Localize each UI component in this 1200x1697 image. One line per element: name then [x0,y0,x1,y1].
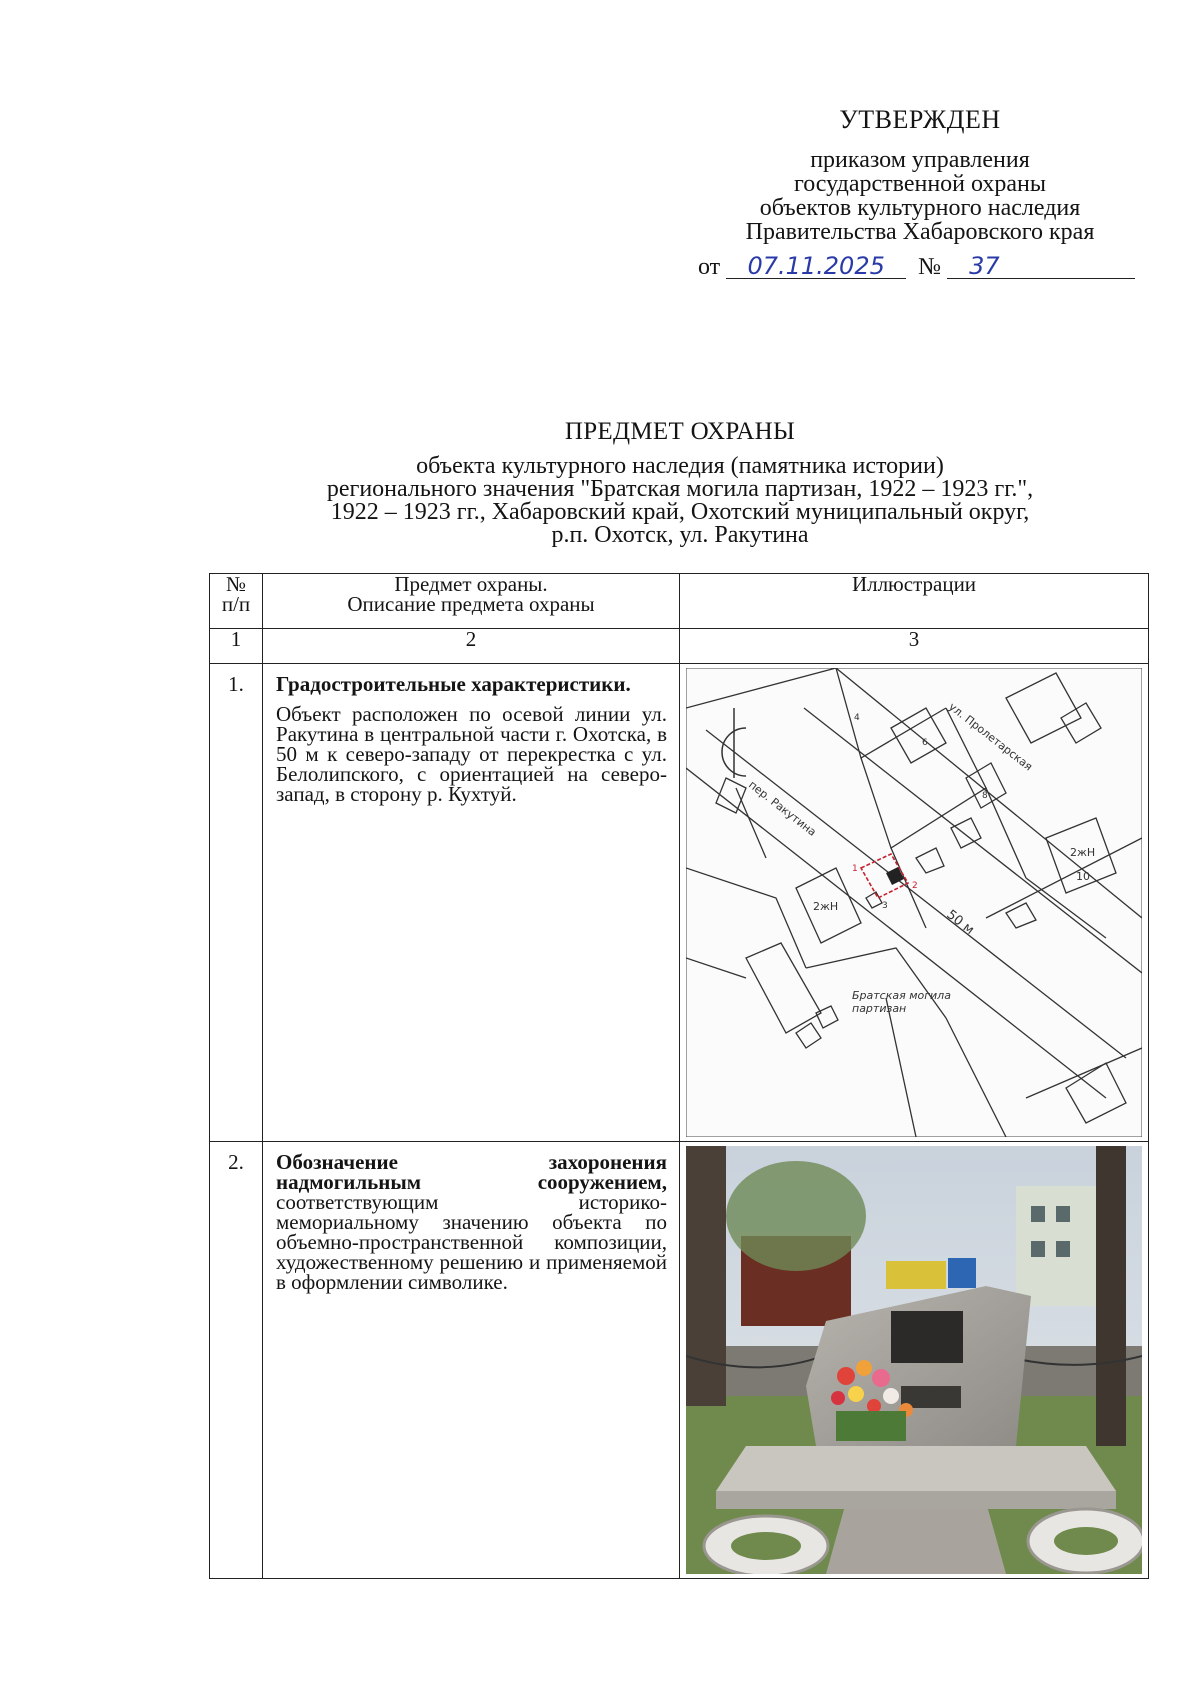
row-description [263,664,680,1142]
approval-line: приказом управления [810,147,1030,173]
site-map-image [686,668,1142,1137]
row-number: 2. [210,1142,263,1579]
header-number [210,574,263,629]
date-value: 07.11.2025 [747,252,885,280]
map-building-label: 4 [854,713,860,723]
approval-line: Правительства Хабаровского края [745,219,1095,245]
document-heading [210,420,1150,547]
approval-line: объектов культурного наследия [759,195,1081,221]
column-number: 2 [263,629,680,664]
header-illustrations: Иллюстрации [680,574,1149,629]
approval-date-line [690,252,1150,279]
table-row [210,1142,1149,1579]
map-point-label: 1 [852,864,858,874]
map-building-label: 2жН [1070,846,1096,859]
table-header-row [210,574,1149,629]
date-field [726,252,906,279]
number-prefix: № [918,254,942,280]
header-description [263,574,680,629]
column-number: 3 [680,629,1149,664]
row-title: Градостроительные характеристики. [276,672,631,696]
row-description [263,1142,680,1579]
column-number-row [210,629,1149,664]
column-number: 1 [210,629,263,664]
number-value: 37 [969,252,1000,280]
row-number: 1. [210,664,263,1142]
heading-line: р.п. Охотск, ул. Ракутина [551,522,809,548]
header-description-line: Предмет охраны. [394,572,548,596]
date-prefix: от [698,254,721,280]
row-title: Обозначение захоронения надмогильным сооружением, [276,1150,667,1194]
map-distance-label: 50 м [943,907,977,938]
approval-block [690,105,1150,280]
map-point-label: 2 [912,881,918,891]
map-building-label: 6 [922,738,928,748]
row-text: Объект расположен по осевой линии ул. Ракутина в центральной части г. Охотска, в 50 м к северо-западу от перекрестка с ул. Белолипского, с ориентацией на северо-запад, в сторону р. Кухтуй. [276,702,667,806]
header-number-line: № [225,572,247,596]
protection-table [209,573,1149,1579]
map-caption: партизан [852,1002,907,1015]
map-caption: Братская могила [852,989,951,1002]
map-street-label: пер. Ракутина [746,778,819,839]
map-building-label: 8 [982,791,988,801]
document-title: ПРЕДМЕТ ОХРАНЫ [564,418,796,445]
monument-photo [686,1146,1142,1574]
heading-line: объекта культурного наследия (памятника истории) [416,453,944,479]
number-field [947,252,1135,279]
map-building-label: 2жН [813,900,839,913]
heading-line: регионального значения "Братская могила партизан, 1922 – 1923 гг.", [326,476,1034,502]
approval-title: УТВЕРЖДЕН [839,105,1001,134]
map-building-label: 10 [1076,870,1090,883]
table-row [210,664,1149,1142]
photo-illustration-cell [680,1142,1149,1579]
map-illustration-cell [680,664,1149,1142]
row-text: соответствующим историко-мемориальному значению объекта по объемно-пространственной композиции, художественному решению и применяемой в оформлении символике. [276,1190,667,1294]
approval-line: государственной охраны [793,171,1047,197]
map-point-label: 3 [882,901,888,911]
header-number-line: п/п [221,592,251,616]
map-street-label: ул. Пролетарская [946,700,1035,774]
heading-line: 1922 – 1923 гг., Хабаровский край, Охотский муниципальный округ, [330,499,1030,525]
header-description-line: Описание предмета охраны [347,592,595,616]
